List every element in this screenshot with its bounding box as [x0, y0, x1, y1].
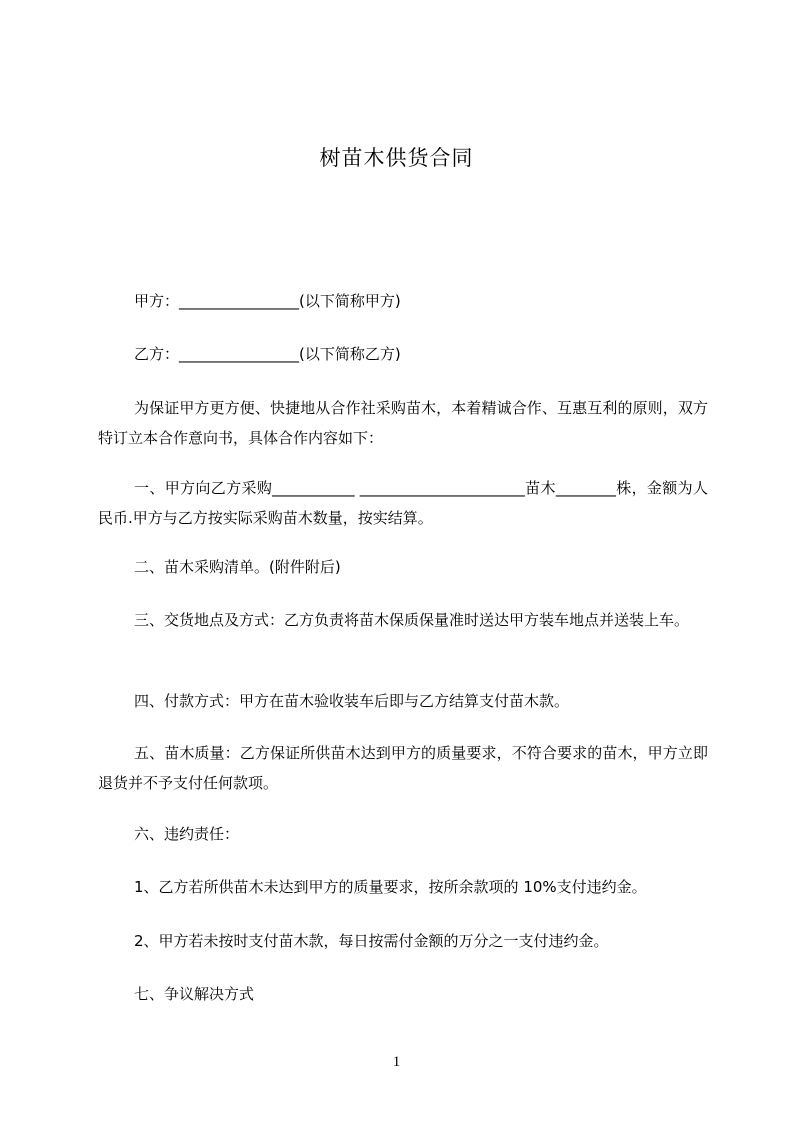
clause-6-item-2: 2、甲方若未按时支付苗木款，每日按需付金额的万分之一支付违约金。 [134, 932, 609, 950]
clause-3: 三、交货地点及方式：乙方负责将苗木保质保量准时送达甲方装车地点并送装上车。 [134, 611, 690, 629]
clause-1: 一、甲方向乙方采购___________ ______________________苗木________株，金额为人民币.甲方与乙方按实际采购苗木数量，按实结算。 [98, 479, 708, 527]
party-a-line: 甲方：________________(以下简称甲方) [134, 292, 401, 310]
clause-6-item-1: 1、乙方若所供苗木未达到甲方的质量要求，按所余款项的 10%支付违约金。 [134, 878, 647, 896]
party-b-line: 乙方：________________(以下简称乙方) [134, 345, 401, 363]
clause-2: 二、苗木采购清单。(附件附后) [134, 558, 341, 576]
page-number: 1 [392, 1054, 401, 1070]
clause-7: 七、争议解决方式 [134, 985, 255, 1003]
intro-paragraph: 为保证甲方更方便、快捷地从合作社采购苗木，本着精诚合作、互惠互利的原则，双方特订立本合作意向书，具体合作内容如下： [98, 399, 708, 447]
clause-5: 五、苗木质量：乙方保证所供苗木达到甲方的质量要求，不符合要求的苗木，甲方立即退货并不予支付任何款项。 [98, 744, 708, 792]
clause-6: 六、违约责任： [134, 825, 240, 843]
clause-4: 四、付款方式：甲方在苗木验收装车后即与乙方结算支付苗木款。 [134, 692, 570, 710]
document-title: 树苗木供货合同 [319, 146, 474, 170]
